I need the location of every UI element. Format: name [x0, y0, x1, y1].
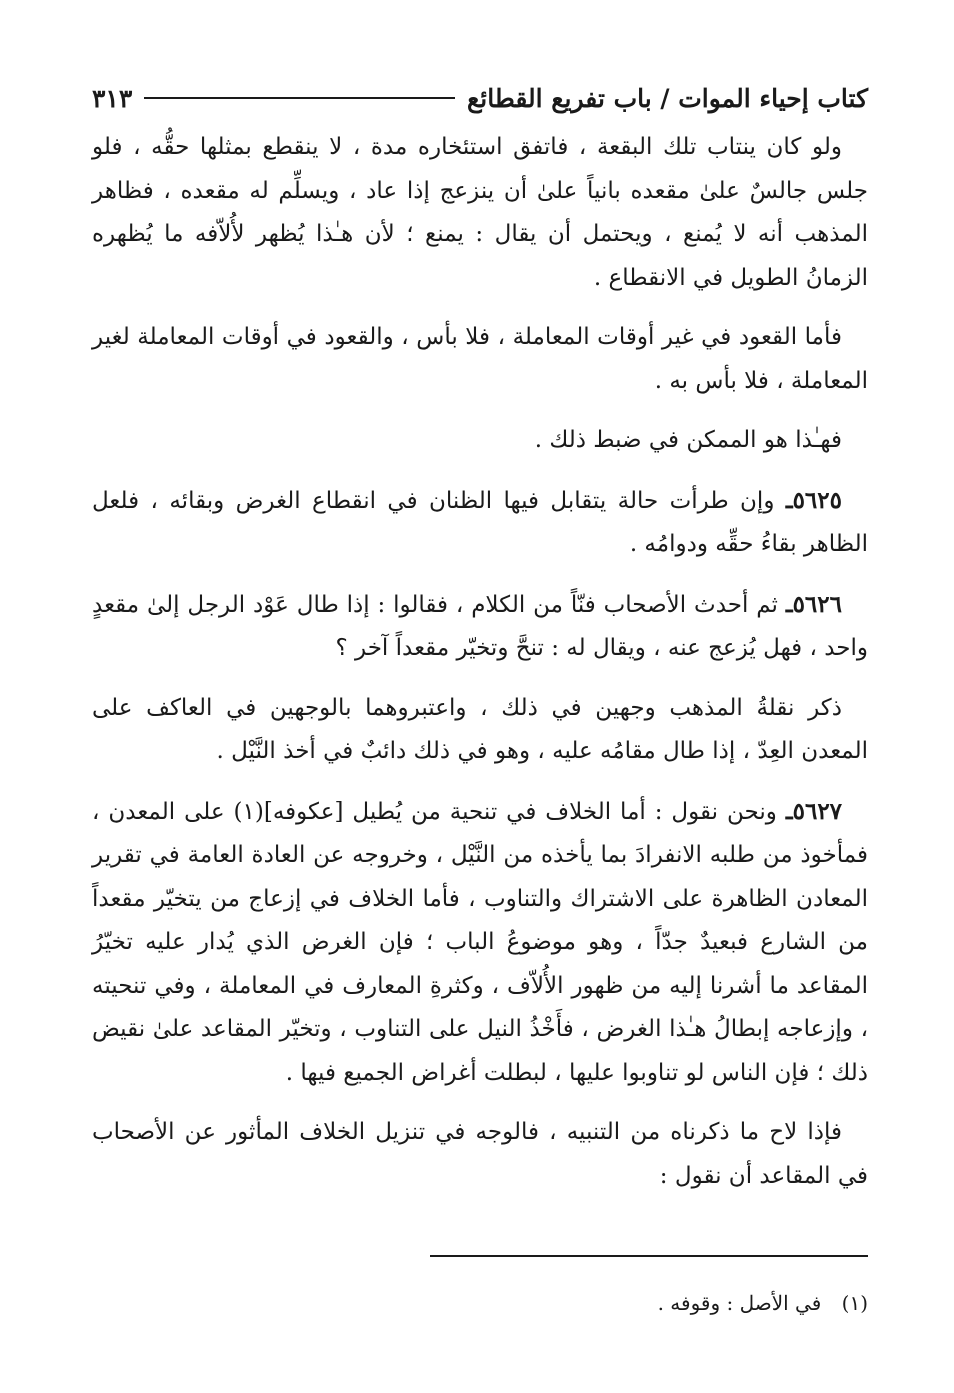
- paragraph-text: ولو كان ينتاب تلك البقعة ، فاتفق استئخاره مدة ، لا ينقطع بمثلها حقُّه ، فلو جلس جالسٌ علىٰ مقعده بانياً علىٰ أن ينزعج إذا عاد ، ويسلِّم له مقعده ، فظاهر المذهب أنه لا يُمنع ، ويحتمل أن يقال : يمنع ؛ لأن هـٰذا يُظهر لأُلاّفه ما يُظهره الزمانُ الطويل في الانقطاع .: [92, 134, 868, 291]
- paragraph: [92, 1111, 868, 1198]
- page-body: [92, 126, 868, 1214]
- footnote-marker: (١): [841, 1291, 868, 1315]
- paragraph: [92, 687, 868, 774]
- footnote-separator: [430, 1255, 868, 1257]
- paragraph-text: ذكر نقلةُ المذهب وجهين في ذلك ، واعتبروهما بالوجهين في العاكف على المعدن العِدّ ، إذا طال مقامُه عليه ، وهو في ذلك دائبٌ في أخذ النَّيْل .: [92, 694, 868, 764]
- paragraph: [92, 419, 868, 463]
- paragraph-text: فأما القعود في غير أوقات المعاملة ، فلا بأس ، والقعود في أوقات المعاملة لغير المعاملة ، فلا بأس به .: [92, 324, 868, 394]
- paragraph-text: ونحن نقول : أما الخلاف في تنحية من يُطيل [عكوفه](١) على المعدن ، فمأخوذ من طلبه الانفرادَ بما يأخذه من النَّيْل ، وخروجه عن العادة العامة في تقرير المعادن الظاهرة على الاشتراك والتناوب ، فأما الخلاف في إزعاج من يتخيّر مقعداً من الشارع فبعيدٌ جدّاً ، وهو موضوعُ الباب ؛ فإن الغرض الذي يُدار عليه تخيّرُ المقاعد ما أشرنا إليه من ظهور الأُلاّف ، وكثرةِ المعارف في المعاملة ، وفي تنحيته ، وإزعاجه إبطالُ هـٰذا الغرض ، فأَخْذُ النيل على التناوب ، وتخيّر المقاعد علىٰ نقيض ذلك ؛ فإن الناس لو تناوبوا عليها ، لبطلت أغراض الجميع فيها .: [92, 798, 868, 1086]
- paragraph-text: فإذا لاح ما ذكرناه من التنبيه ، فالوجه في تنزيل الخلاف المأثور عن الأصحاب في المقاعد أن نقول :: [92, 1119, 868, 1189]
- paragraph-text: فهـٰذا هو الممكن في ضبط ذلك .: [534, 427, 842, 453]
- chapter-title: كتاب إحياء الموات / باب تفريع القطائع: [466, 83, 868, 113]
- page-number: ٣١٣: [92, 83, 133, 113]
- paragraph-number: ٥٦٢٥ـ: [785, 486, 842, 514]
- paragraph-text: وإن طرأت حالة يتقابل فيها الظنان في انقطاع الغرض وبقائه ، فلعل الظاهر بقاءُ حقِّه ودوامُه .: [92, 487, 868, 557]
- footnote-text: في الأصل : وقوفه .: [657, 1291, 822, 1315]
- paragraph: [92, 790, 868, 1096]
- paragraph: [92, 583, 868, 671]
- paragraph-number: ٥٦٢٧ـ: [785, 797, 843, 825]
- paragraph: [92, 479, 868, 567]
- paragraph: [92, 316, 868, 403]
- paragraph: [92, 126, 868, 300]
- footnote: [92, 1288, 868, 1318]
- paragraph-number: ٥٦٢٦ـ: [785, 590, 842, 618]
- running-header: [92, 78, 868, 118]
- header-rule: [144, 97, 455, 99]
- paragraph-text: ثم أحدث الأصحاب فنّاً من الكلام ، فقالوا : إذا طال عَوْد الرجل إلىٰ مقعدٍ واحد ، فهل يُزعج عنه ، ويقال له : تنحَّ وتخيّر مقعداً آخر ؟: [92, 591, 868, 661]
